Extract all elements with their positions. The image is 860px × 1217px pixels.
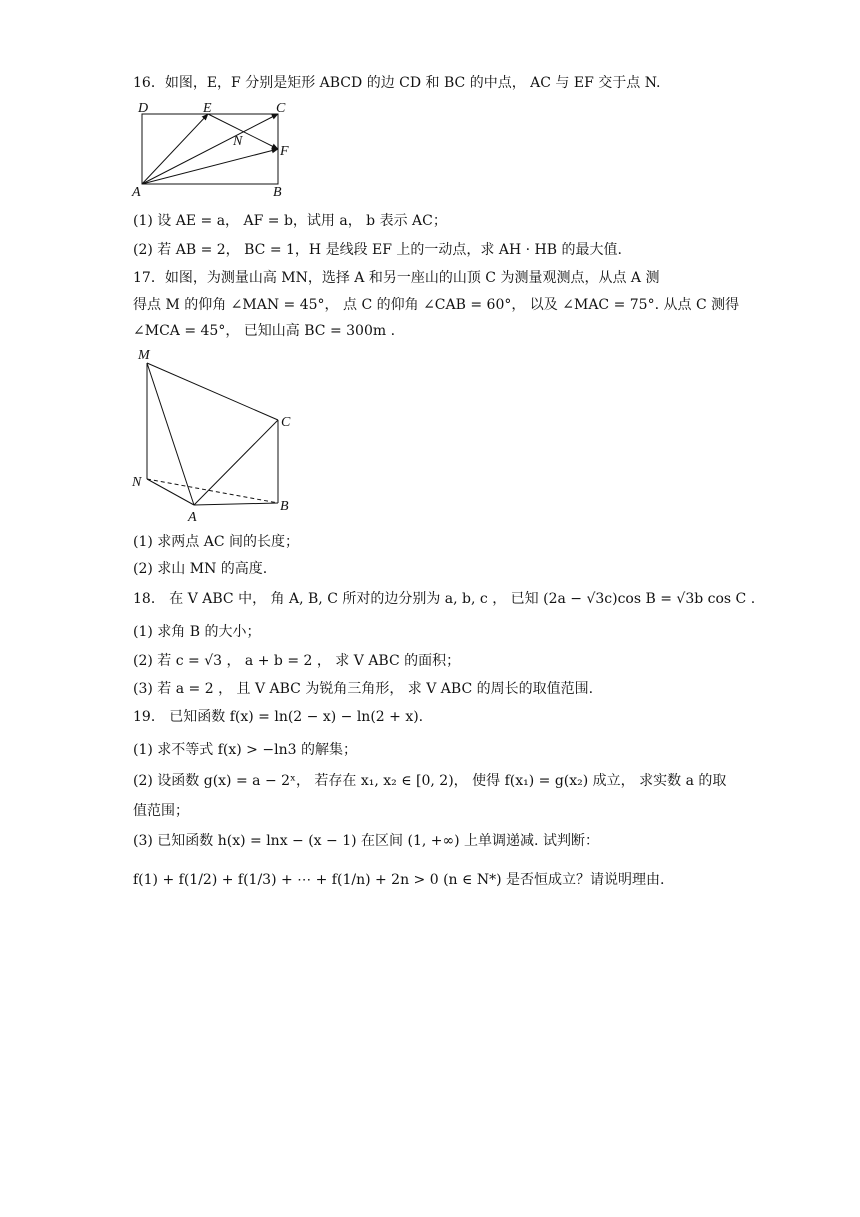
q19-part2b: 值范围； xyxy=(133,803,189,819)
q18-part2: (2) 若 c = √3 ， a + b = 2 ， 求 V ABC 的面积； xyxy=(133,653,461,669)
q16-rectangle-figure xyxy=(130,100,300,200)
q17-line2: 得点 M 的仰角 ∠MAN = 45°， 点 C 的仰角 ∠CAB = 60°， 以及 ∠MAC = 75°. 从点 C 测得 xyxy=(133,297,740,313)
vector-af xyxy=(142,149,278,184)
q19-stem: 19． 已知函数 f(x) = ln(2 − x) − ln(2 + x). xyxy=(133,709,424,725)
q18-part3: (3) 若 a = 2 ， 且 V ABC 为锐角三角形， 求 V ABC 的周长的取值范围. xyxy=(133,681,594,697)
q17-part2: (2) 求山 MN 的高度. xyxy=(133,561,268,577)
vector-ae xyxy=(142,114,208,184)
q16-part2: (2) 若 AB = 2， BC = 1，H 是线段 EF 上的一动点，求 AH · HB 的最大值. xyxy=(133,242,622,258)
label-a: A xyxy=(132,185,141,200)
segment-nb-dashed xyxy=(147,479,278,503)
label-b: B xyxy=(273,185,282,200)
q16-part1: (1) 设 AE = a， AF = b，试用 a， b 表示 AC； xyxy=(133,213,447,229)
segment-ca xyxy=(194,420,278,505)
label-m: M xyxy=(138,348,150,363)
q18-part1: (1) 求角 B 的大小； xyxy=(133,624,261,640)
label-c: C xyxy=(276,101,286,116)
q16-stem: 16．如图，E，F 分别是矩形 ABCD 的边 CD 和 BC 的中点， AC 与 EF 交于点 N. xyxy=(133,75,661,91)
label-d: D xyxy=(138,101,149,116)
q18-stem: 18． 在 V ABC 中， 角 A, B, C 所对的边分别为 a, b, c ， 已知 (2a − √3c)cos B = √3b cos C . xyxy=(133,591,756,607)
label-n: N xyxy=(132,475,142,490)
label-c: C xyxy=(281,415,291,430)
label-b: B xyxy=(280,499,289,514)
label-a: A xyxy=(188,510,197,525)
q17-line1: 17．如图，为测量山高 MN，选择 A 和另一座山的山顶 C 为测量观测点，从点 A 测 xyxy=(133,270,660,286)
q17-mountain-figure xyxy=(130,343,300,523)
q19-part2a: (2) 设函数 g(x) = a − 2ˣ， 若存在 x₁, x₂ ∈ [0, 2)， 使得 f(x₁) = g(x₂) 成立， 求实数 a 的取 xyxy=(133,773,727,789)
q17-part1: (1) 求两点 AC 间的长度； xyxy=(133,534,300,550)
q17-line3: ∠MCA = 45°， 已知山高 BC = 300m . xyxy=(133,323,396,339)
vector-ac xyxy=(142,114,278,184)
q19-part1: (1) 求不等式 f(x) > −ln3 的解集； xyxy=(133,742,357,758)
segment-ab xyxy=(194,503,278,505)
q19-part3b: f(1) + f(1/2) + f(1/3) + ⋯ + f(1/n) + 2n > 0 (n ∈ N*) 是否恒成立？请说明理由. xyxy=(133,872,665,888)
label-e: E xyxy=(203,101,212,116)
label-f: F xyxy=(280,144,289,159)
segment-mc xyxy=(147,363,278,420)
label-n: N xyxy=(233,134,243,149)
q19-part3a: (3) 已知函数 h(x) = lnx − (x − 1) 在区间 (1, +∞) 上单调递减. 试判断： xyxy=(133,833,599,849)
